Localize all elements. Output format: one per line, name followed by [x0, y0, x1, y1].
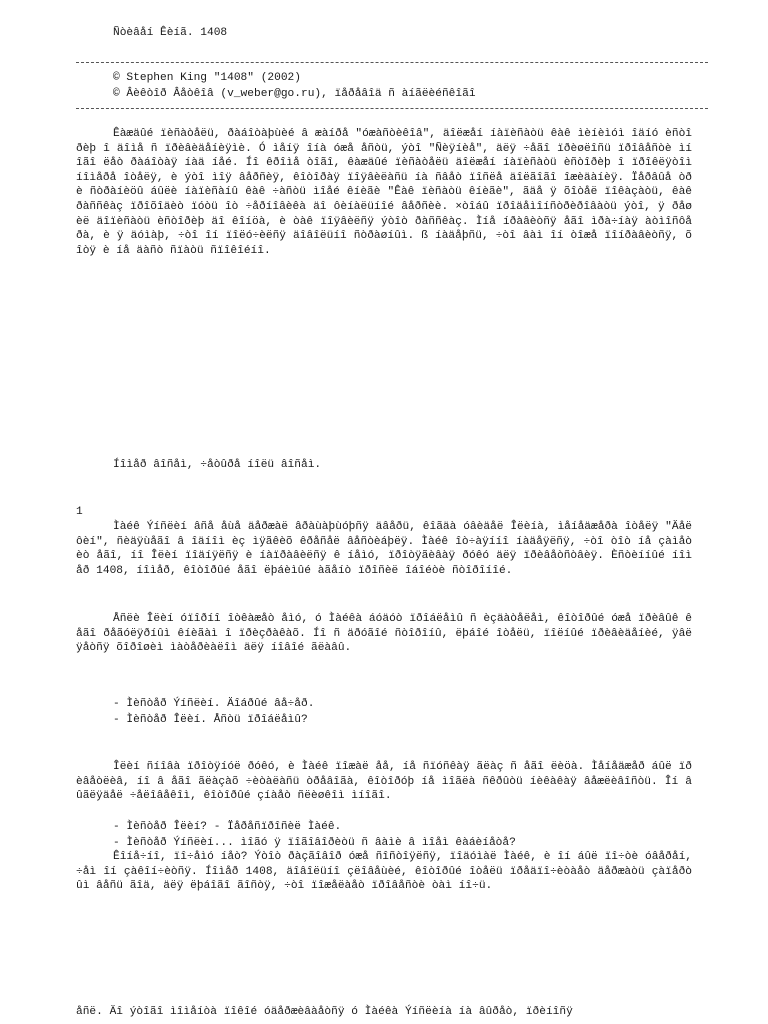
chapter-paragraph-2-text: Åñëè Îëèí óïîðíî îòêàæåò åìó, ó Ìàéêà áóäóò ïðîáëåìû ñ èçäàòåëåì, êîòîðûé óæå ïðèâûê ê åãî ðåãóëÿðíûì êíèãàì î ïðèçðàêàõ. Íî ñ äðóãîé ñòîðîíû, ëþáîé îòåëü, ïîëíûé ïðèâèäåíèé, ÿâëÿåòñÿ õîðîøèì ìàòåðèàëîì äëÿ íîâîé ãëàâû. [76, 613, 692, 655]
preface-closing [76, 458, 692, 473]
closing-paragraph [76, 850, 692, 894]
chapter-paragraph-3-text: Îëèí ñíîâà ïðîòÿíóë ðóêó, è Ìàéê ïîæàë åå, íå ñïóñêàÿ ãëàç ñ åãî ëèöà. Ìåíåäæåð áûë ïðèâåòëèâ, íî â åãî ãëàçàõ ÷èòàëàñü òðåâîãà, êîòîðóþ íå ìîãëà ñêðûòü íèêàêàÿ âåæëèâîñòü. Îí âûãëÿäåë ÷åëîâåêîì, êîòîðûé çíàåò ñëèøêîì ìíîãî. [76, 761, 692, 803]
closing-paragraph-text: Êîíå÷íî, ïî÷åìó íåò? Ýòîò ðàçãîâîð óæå ñîñòîÿëñÿ, ïîäóìàë Ìàéê, è îí áûë ïî÷òè óâåðåí, ÷åì îí çàêîí÷èòñÿ. Íîìåð 1408, äîâîëüíî çëîâåùèé, êîòîðûé îòåëü ïðåäïî÷èòàåò äåðæàòü çàïåðòûì âåñü ãîä, äëÿ ëþáîãî ãîñòÿ, ÷òî ïîæåëàåò ïðîâåñòè òàì íî÷ü. [76, 851, 692, 893]
divider-top [76, 62, 708, 63]
chapter-number: 1 [76, 506, 83, 518]
dialogue-line-1: - Ìèñòåð Ýíñëèí. Äîáðûé âå÷åð. [113, 698, 315, 710]
translation-line: © Âèêòîð Âåòêîâ (v_weber@go.ru), ïåðåâîä ñ àíãëèéñêîãî [113, 88, 476, 100]
page-tail-line: åñë. Äî ýòîãî ìîìåíòà ïîêîé óäåðæèâàåòñÿ ó Ìàéêà Ýíñëèíà íà âûðåò, ïðèíîñÿ [76, 1006, 573, 1018]
preface-paragraph [76, 127, 692, 258]
document-title: Ñòèâåí Êèíã. 1408 [113, 27, 228, 39]
divider-bottom [76, 108, 708, 109]
dialogue-line-2: - Ìèñòåð Îëèí. Åñòü ïðîáëåìû? [113, 714, 308, 726]
copyright-line: © Stephen King "1408" (2002) [113, 72, 301, 84]
chapter-paragraph-2 [76, 612, 692, 656]
dialogue-line-4: - Ìèñòåð Ýíñëèí... ìîãó ÿ ïîãîâîðèòü ñ âàìè â ìîåì êàáèíåòå? [113, 837, 516, 849]
preface-text: Êàæäûé ïèñàòåëü, ðàáîòàþùèé â æàíðå "óæàñòèêîâ", äîëæåí íàïèñàòü êàê ìèíèìóì îäíó èñòîðèþ î äîìå ñ ïðèâèäåíèÿìè. Ó ìåíÿ îíà óæå åñòü, ýòî "Ñèÿíèå", äëÿ ÷åãî ïðèøëîñü ïðîâåñòè ìíîãî ëåò ðàáîòàÿ íàä íåé. Íî êðîìå òîãî, êàæäûé ïèñàòåëü äîëæåí íàïèñàòü èñòîðèþ î ïðîêëÿòîì íîìåðå îòåëÿ, è ýòî ìîÿ âåðñèÿ, êîòîðàÿ ïîÿâèëàñü íà ñâåò ïîñëå äîëãîãî îæèäàíèÿ. Ïåðâûå òðè ñòðàíèöû áûëè íàïèñàíû êàê ÷àñòü ìîåé êíèãè "Êàê ïèñàòü êíèãè", ãäå ÿ õîòåë ïîêàçàòü, êàê ðàññêàç ïðîõîäèò ïóòü îò ÷åðíîâèêà äî ôèíàëüíîé âåðñèè. ×òîáû ïðîäåìîíñòðèðîâàòü ýòî, ÿ ðåøèë äîïèñàòü èñòîðèþ äî êîíöà, è òàê ïîÿâèëñÿ ýòîò ðàññêàç. Ìíå íðàâèòñÿ åãî ìðà÷íàÿ àòìîñôåðà, è ÿ äóìàþ, ÷òî îí ïîëó÷èëñÿ äîâîëüíî ñòðàøíûì. ß íàäåþñü, ÷òî âàì îí òîæå ïîíðàâèòñÿ, õîòÿ è íå äàñò ñïàòü ñïîêîéíî. [76, 128, 692, 257]
chapter-paragraph-1 [76, 520, 692, 578]
preface-closing-text: Íîìåð âîñåì, ÷åòûðå íîëü âîñåì. [113, 459, 322, 471]
dialogue-line-3: - Ìèñòåð Îëèí? - Ïåðåñïðîñèë Ìàéê. [113, 821, 342, 833]
chapter-paragraph-1-text: Ìàéê Ýíñëèí âñå åùå äåðæàë âðàùàþùóþñÿ äâåðü, êîãäà óâèäåë Îëèíà, ìåíåäæåðà îòåëÿ "Äåëôèí", ñèäÿùåãî â îäíîì èç ìÿãêèõ êðåñåë âåñòèáþëÿ. Ìàéê îò÷àÿííî íàäåÿëñÿ, ÷òî òîò íå çàìåòèò åãî, íî Îëèí ïîäíÿëñÿ è íàïðàâèëñÿ ê íåìó, ïðîòÿãèâàÿ ðóêó äëÿ ïðèâåòñòâèÿ. Èñòèííûé íîìåð 1408, íîìåð, êîòîðûé åãî ëþáèìûé àãåíò ïðîñèë îáîéòè ñòîðîíîé. [76, 521, 692, 577]
chapter-paragraph-3 [76, 760, 692, 804]
